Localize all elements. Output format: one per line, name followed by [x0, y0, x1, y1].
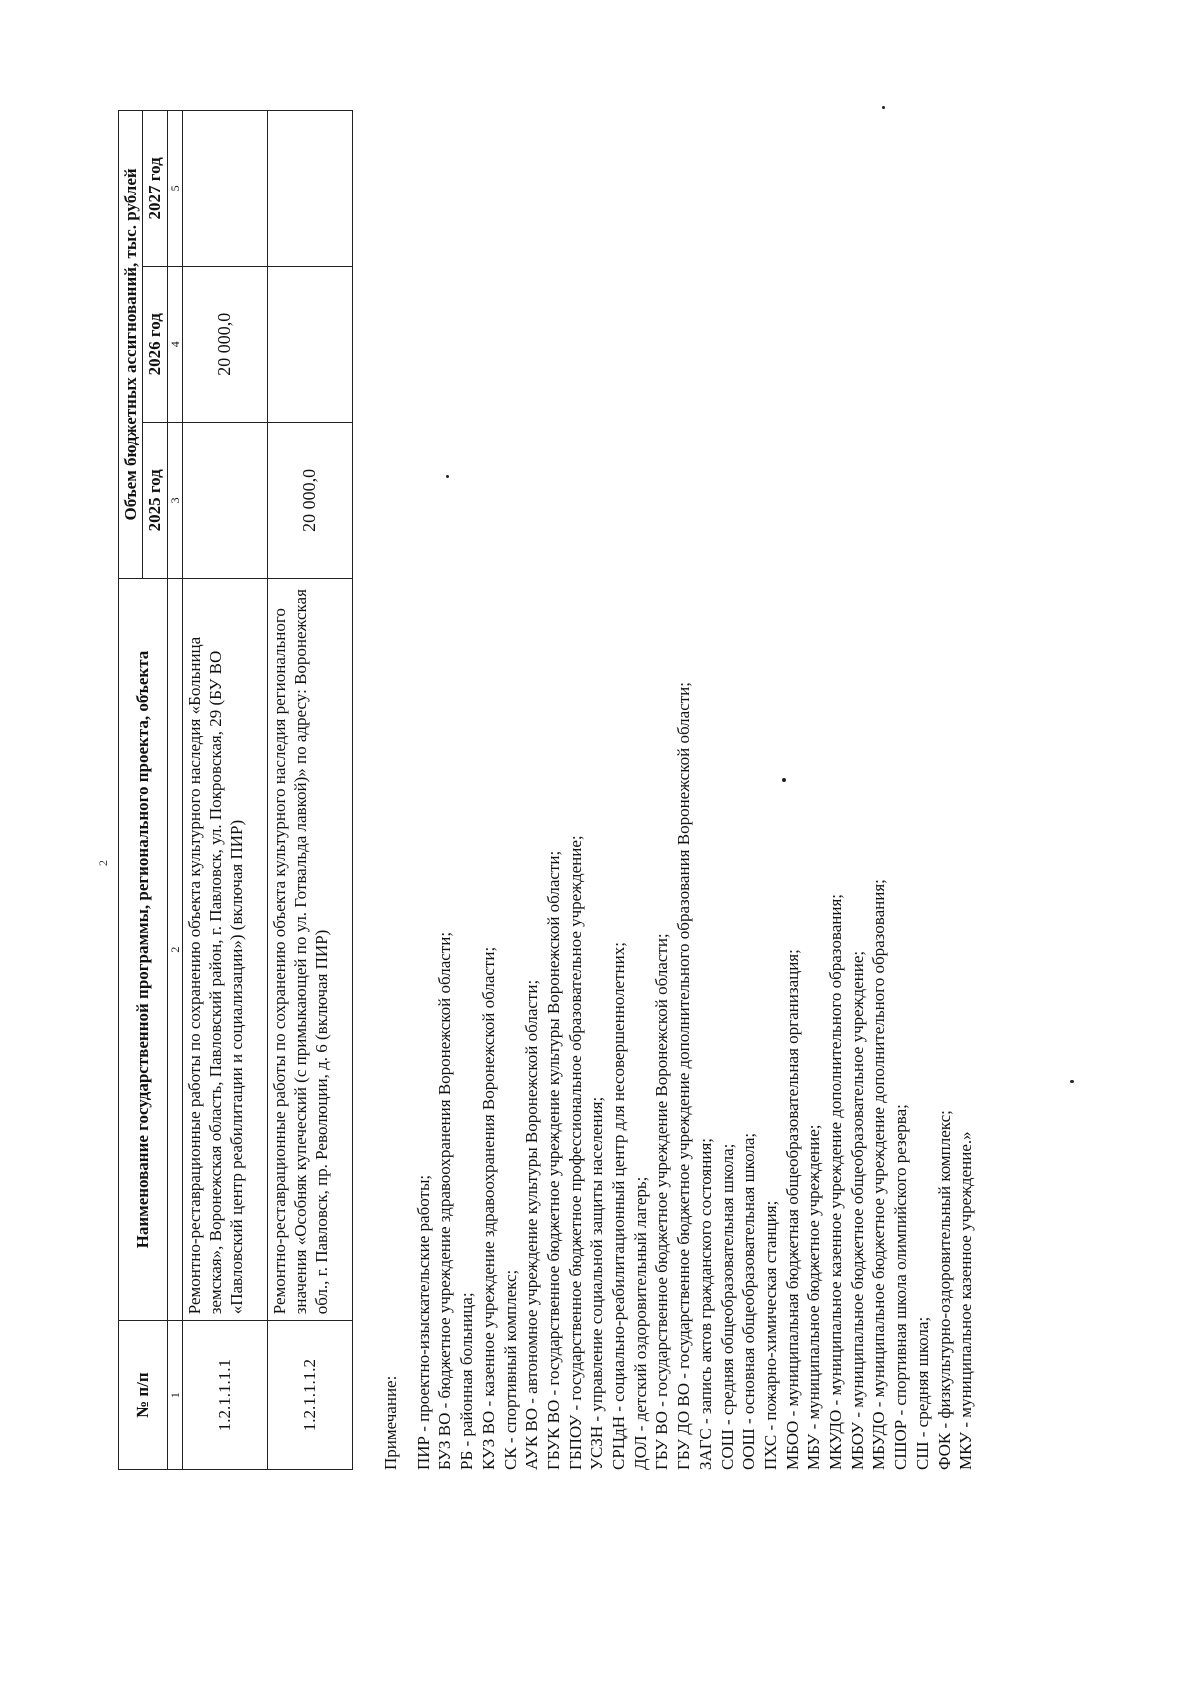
note-line: ЗАГС - запись актов гражданского состояния; [695, 1138, 715, 1470]
scan-speck [782, 778, 786, 782]
note-line: БУЗ ВО - бюджетное учреждение здравоохранения Воронежской области; [435, 931, 455, 1470]
note-line: АУК ВО - автономное учреждение культуры Воронежской области; [522, 979, 542, 1470]
header-num: № п/п [119, 1321, 168, 1470]
scan-speck [882, 106, 885, 109]
note-line: СРЦдН - социально-реабилитационный центр для несовершеннолетних; [609, 942, 629, 1470]
column-index: 4 [167, 266, 182, 422]
table-row [267, 111, 352, 1470]
scan-speck [446, 475, 449, 478]
note-line: МКУДО - муниципальное казенное учреждение дополнительного образования; [826, 894, 846, 1470]
header-name: Наименование государственной программы, регионального проекта, объекта [119, 578, 168, 1320]
column-index: 5 [167, 111, 182, 267]
budget-table [118, 110, 353, 1470]
note-line: МБОО - муниципальная бюджетная общеобразовательная организация; [782, 949, 802, 1470]
header-row [119, 111, 143, 1470]
note-line: ФОК - физкультурно-оздоровительный комплекс; [934, 1110, 954, 1470]
column-index: 3 [167, 422, 182, 578]
value-2027 [267, 111, 352, 267]
header-year-2025: 2025 год [143, 422, 167, 578]
note-line: МКУ - муниципальное казенное учреждение.» [956, 1131, 976, 1470]
header-budget-group: Объем бюджетных ассигнований, тыс. рублей [119, 111, 143, 579]
note-line: ГБУ ВО - государственное бюджетное учреждение Воронежской области; [652, 933, 672, 1470]
column-index: 2 [167, 578, 182, 1320]
value-2026: 20 000,0 [182, 266, 267, 422]
header-year-2027: 2027 год [143, 111, 167, 267]
note-line: ДОЛ - детский оздоровительный лагерь; [630, 1176, 650, 1470]
note-line: СК - спортивный комплекс; [500, 1269, 520, 1470]
row-number: 1.2.1.1.1.1 [182, 1321, 267, 1470]
row-number: 1.2.1.1.1.2 [267, 1321, 352, 1470]
note-line: КУЗ ВО - казенное учреждение здравоохранения Воронежской области; [478, 946, 498, 1470]
object-name: Ремонтно-реставрационные работы по сохранению объекта культурного наследия «Больница земская», Воронежская область, Павловский район, г. Павловск, ул. Покровская, 29 (БУ ВО «Павловский центр реабилитации и социализации») (включая ПИР) [182, 578, 267, 1320]
value-2025 [182, 422, 267, 578]
note-line: ООШ - основная общеобразовательная школа; [739, 1132, 759, 1470]
note-line: МБУДО - муниципальное бюджетное учреждение дополнительного образования; [869, 879, 889, 1470]
value-2026 [267, 266, 352, 422]
object-name: Ремонтно-реставрационные работы по сохранению объекта культурного наследия регионального значения «Особняк купеческий (с примыкающей по ул. Готвальда лавкой)» по адресу: Воронежская обл., г. Павловск, пр. Революции, д. 6 (включая ПИР) [267, 578, 352, 1320]
note-line: ПИР - проектно-изыскательские работы; [413, 1174, 433, 1470]
value-2027 [182, 111, 267, 267]
note-line: РБ - районная больница; [457, 1292, 477, 1470]
note-line: СОШ - средняя общеобразовательная школа; [717, 1143, 737, 1470]
notes-section [380, 70, 977, 1470]
note-line: МБОУ - муниципальное бюджетное общеобразовательное учреждение; [847, 950, 867, 1470]
note-line: ГБПОУ - государственное бюджетное профессиональное образовательное учреждение; [565, 835, 585, 1470]
note-line: ГБУК ВО - государственное бюджетное учреждение культуры Воронежской области; [543, 850, 563, 1470]
column-index-row [167, 111, 182, 1470]
header-year-2026: 2026 год [143, 266, 167, 422]
note-line: ПХС - пожарно-химическая станция; [760, 1200, 780, 1470]
note-line: СШОР - спортивная школа олимпийского резерва; [891, 1104, 911, 1470]
note-line: СШ - средняя школа; [912, 1316, 932, 1470]
value-2025: 20 000,0 [267, 422, 352, 578]
note-line: МБУ - муниципальное бюджетное учреждение; [804, 1124, 824, 1470]
table-row [182, 111, 267, 1470]
notes-title: Примечание: [381, 1375, 400, 1470]
note-line: УСЗН - управление социальной защиты населения; [587, 1096, 607, 1470]
page-number: 2 [96, 860, 110, 866]
note-line: ГБУ ДО ВО - государственное бюджетное учреждение дополнительного образования Воронежской области; [674, 682, 694, 1470]
column-index: 1 [167, 1321, 182, 1470]
scan-speck [1070, 1080, 1074, 1083]
